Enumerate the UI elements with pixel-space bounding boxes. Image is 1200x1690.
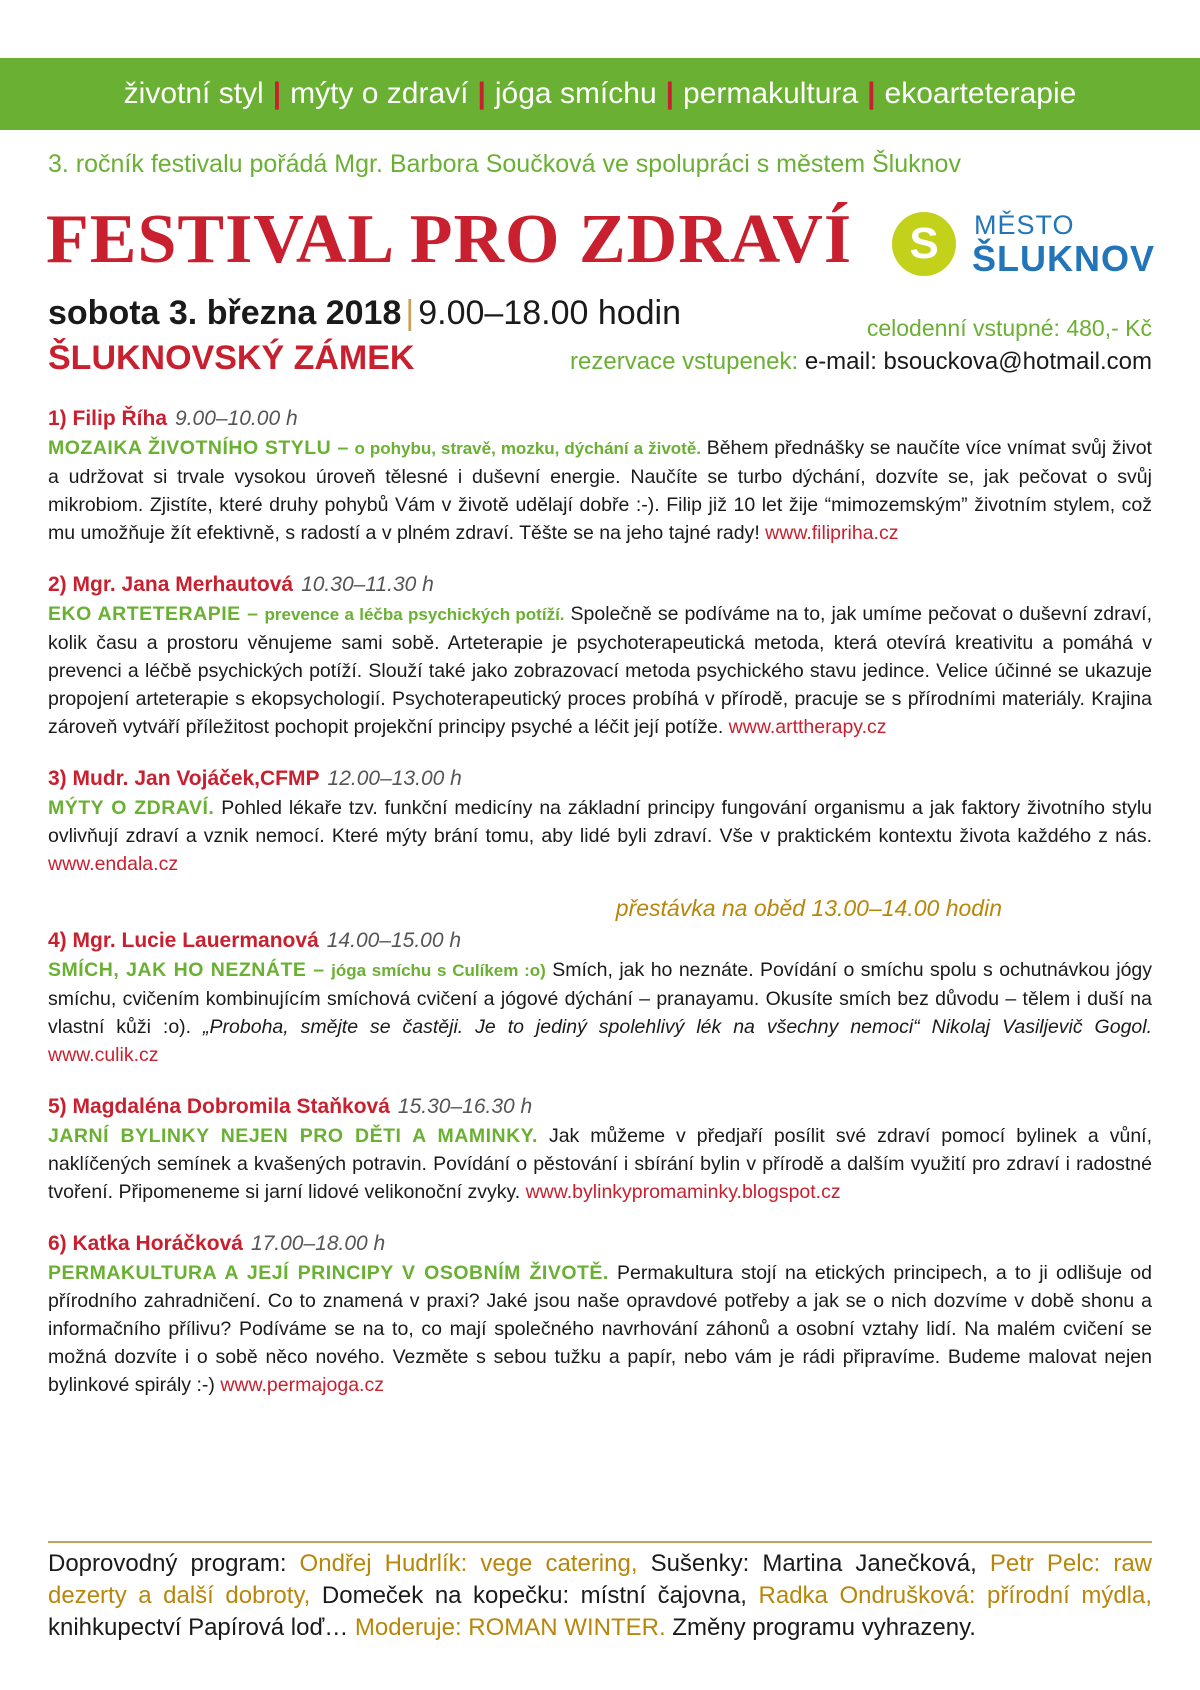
talk-text: Pohled lékaře tzv. funkční medicíny na základní principy fungování organismu a jak faktory životního stylu ovlivňují zdraví a vznik nemocí. Které mýty brání tomu, aby lidé byli zdraví. Vše v praktickém kontextu života každého z nás. bbox=[48, 797, 1152, 847]
talk-description bbox=[48, 1122, 1152, 1206]
speaker-name: 2) Mgr. Jana Merhautová bbox=[48, 573, 294, 596]
talk-description bbox=[48, 1259, 1152, 1399]
talk-text: Permakultura stojí na etických principech, a to ji odlišuje od přírodního zahradničení. Co to znamená v praxi? Jaké jsou naše opravdové potřeby a jak se o nich dozvíme v době shonu a informačního přílivu? Podíváme se na to, co mají společného navrhování záhonů a osobní vztahy lidí. Na malém cvičení se možná dozvíte i o sobě něco nového. Vezměte s sebou tužku a papír, nebo vám je rádi připravíme. Budeme malovat nejen bylinkové spirály :-) bbox=[48, 1262, 1152, 1396]
speaker-name: 3) Mudr. Jan Vojáček,CFMP bbox=[48, 767, 320, 790]
talk-quote: „Proboha, smějte se častěji. Je to jediný spolehlivý lék na všechny nemoci“ Nikolaj Vasiljevič Gogol. bbox=[203, 1016, 1153, 1038]
talk-header bbox=[48, 1092, 1152, 1122]
talk-subtitle: o pohybu, stravě, mozku, dýchání a životě. bbox=[354, 439, 701, 458]
date-separator: | bbox=[405, 294, 415, 332]
talk-time: 15.30–16.30 h bbox=[397, 1095, 533, 1118]
topic: ekoarteterapie bbox=[884, 77, 1077, 110]
talk-item bbox=[48, 1229, 1152, 1399]
program-partner: Ondřej Hudrlík: vege catering, bbox=[299, 1550, 638, 1577]
talk-title: EKO ARTETERAPIE – bbox=[48, 603, 259, 625]
reservation-label: rezervace vstupenek: bbox=[570, 348, 799, 375]
talk-time: 10.30–11.30 h bbox=[301, 573, 434, 596]
topic-separator: | bbox=[272, 77, 282, 110]
program-text: Změny programu vyhrazeny. bbox=[665, 1614, 976, 1641]
festival-title: FESTIVAL PRO ZDRAVÍ bbox=[46, 201, 853, 278]
topic: životní styl bbox=[123, 77, 264, 110]
talk-subtitle: prevence a léčba psychických potíží. bbox=[264, 605, 565, 624]
event-venue: ŠLUKNOVSKÝ ZÁMEK bbox=[48, 339, 415, 377]
talk-title: PERMAKULTURA A JEJÍ PRINCIPY V OSOBNÍM ŽIVOTĚ. bbox=[48, 1262, 609, 1284]
program-text: Domeček na kopečku: místní čajovna, bbox=[310, 1582, 759, 1609]
topic-separator: | bbox=[867, 77, 876, 110]
town-logo bbox=[892, 208, 1156, 282]
talk-time: 9.00–10.00 h bbox=[175, 407, 298, 430]
reservation-line bbox=[570, 348, 1152, 376]
talk-link[interactable]: www.endala.cz bbox=[48, 853, 179, 875]
talk-text: Společně se podíváme na to, jak umíme pečovat o duševní zdraví, kolik času a prostoru věnujeme sami sobě. Arteterapie je psychoterapeutická metoda, která otevírá kreativitu a pomáhá v prevenci a léčbě psychických potíží. Slouží také jako zobrazovací metoda psychického stavu jedince. Velice účinné se ukazuje propojení arteterapie s ekopsychologií. Psychoterapeutický proces probíhá v přírodě, pracuje se s přírodními materiály. Krajina zároveň vytváří příležitost pochopit projekční principy psyché a léčit její potíže. bbox=[48, 603, 1153, 738]
footer-divider bbox=[48, 1541, 1152, 1543]
program-partner: Petr Pelc: raw dezerty a další dobroty, bbox=[48, 1550, 1152, 1609]
speaker-name: 1) Filip Říha bbox=[48, 407, 168, 430]
talk-description bbox=[48, 956, 1152, 1069]
talk-item bbox=[48, 1092, 1152, 1206]
talk-title: MÝTY O ZDRAVÍ. bbox=[48, 797, 215, 819]
talk-description bbox=[48, 600, 1152, 741]
talk-time: 14.00–15.00 h bbox=[326, 929, 462, 952]
reservation-email[interactable]: e-mail: bsouckova@hotmail.com bbox=[804, 348, 1152, 375]
talk-header bbox=[48, 570, 1152, 600]
topic-separator: | bbox=[665, 77, 675, 110]
program-text: Doprovodný program: bbox=[48, 1550, 300, 1577]
talk-link[interactable]: www.permajoga.cz bbox=[220, 1374, 384, 1396]
entry-fee: celodenní vstupné: 480,- Kč bbox=[866, 315, 1152, 341]
talk-header bbox=[48, 1229, 1152, 1259]
program-text: knihkupectví Papírová loď… bbox=[48, 1614, 355, 1641]
event-hours: 9.00–18.00 hodin bbox=[418, 294, 682, 332]
talk-link[interactable]: www.bylinkypromaminky.blogspot.cz bbox=[525, 1181, 841, 1203]
talk-item bbox=[48, 926, 1152, 1069]
talk-description bbox=[48, 434, 1152, 547]
topic: permakultura bbox=[683, 77, 859, 110]
logo-emblem: S bbox=[892, 212, 956, 276]
event-date: sobota 3. března 2018 bbox=[48, 294, 402, 332]
talk-time: 17.00–18.00 h bbox=[250, 1232, 386, 1255]
program-list bbox=[48, 404, 1152, 1422]
program-partner: Moderuje: ROMAN WINTER. bbox=[354, 1614, 666, 1641]
talk-item bbox=[48, 404, 1152, 547]
talk-link[interactable]: www.arttherapy.cz bbox=[728, 716, 887, 738]
talk-subtitle: jóga smíchu s Culíkem :o) bbox=[331, 961, 546, 980]
talk-text: Smích, jak ho neznáte. Povídání o smíchu spolu s ochutnávkou jógy smíchu, cvičením kombinujícím smíchová cvičení a jógové dýchání – pranayamu. Okusíte smích bez důvodu – tělem i duší na vlastní kůži :o). bbox=[48, 959, 1153, 1038]
lunch-break: přestávka na oběd 13.00–14.00 hodin bbox=[615, 895, 1002, 921]
speaker-name: 5) Magdaléna Dobromila Staňková bbox=[48, 1095, 390, 1118]
talk-header bbox=[48, 404, 1152, 434]
talk-link[interactable]: www.filipriha.cz bbox=[765, 522, 899, 544]
topic: jóga smíchu bbox=[494, 77, 657, 110]
talk-text: Během přednášky se naučíte více vnímat svůj život a udržovat si trvale vysokou úroveň tělesné i duševní energie. Naučíte se turbo dýchání, dozvíte se, jak pečovat o svůj mikrobiom. Zjistíte, které druhy pohybů Vám v životě udělají dobře :-). Filip již 10 let žije “mimozemským” životním stylem, což mu umožňuje žít efektivně, s radostí a v plném zdraví. Těšte se na jeho tajné rady! bbox=[48, 437, 1152, 544]
talk-link[interactable]: www.culik.cz bbox=[48, 1044, 159, 1066]
talk-item bbox=[48, 570, 1152, 741]
date-line bbox=[48, 294, 681, 333]
topics-bar bbox=[0, 58, 1200, 130]
speaker-name: 6) Katka Horáčková bbox=[48, 1232, 243, 1255]
talk-time: 12.00–13.00 h bbox=[327, 767, 462, 790]
speaker-name: 4) Mgr. Lucie Lauermanová bbox=[48, 929, 319, 952]
program-text: Sušenky: Martina Janečková, bbox=[637, 1550, 990, 1577]
program-partner: Radka Ondrušková: přírodní mýdla, bbox=[758, 1582, 1153, 1609]
talk-text: Jak můžeme v předjaří posílit své zdraví pomocí bylinek a vůní, naklíčených semínek a kvašených potravin. Povídání o pěstování i sbírání bylin v přírodě a dalším využití pro zdraví i radostné tvoření. Připomeneme si jarní lidové velikonoční zvyky. bbox=[48, 1125, 1153, 1203]
talk-item bbox=[48, 764, 1152, 878]
organizer-subheading: 3. ročník festivalu pořádá Mgr. Barbora Součková ve spolupráci s městem Šluknov bbox=[48, 150, 961, 178]
topic: mýty o zdraví bbox=[290, 77, 469, 110]
talk-header bbox=[48, 926, 1152, 956]
accompanying-program bbox=[48, 1548, 1152, 1644]
talk-title: MOZAIKA ŽIVOTNÍHO STYLU – bbox=[48, 437, 349, 459]
talk-title: JARNÍ BYLINKY NEJEN PRO DĚTI A MAMINKY. bbox=[48, 1125, 538, 1147]
topic-separator: | bbox=[477, 77, 486, 110]
logo-line2: ŠLUKNOV bbox=[972, 238, 1156, 279]
logo-line1: MĚSTO bbox=[974, 210, 1075, 240]
talk-title: SMÍCH, JAK HO NEZNÁTE – bbox=[48, 959, 325, 981]
talk-header bbox=[48, 764, 1152, 794]
talk-description bbox=[48, 794, 1152, 878]
